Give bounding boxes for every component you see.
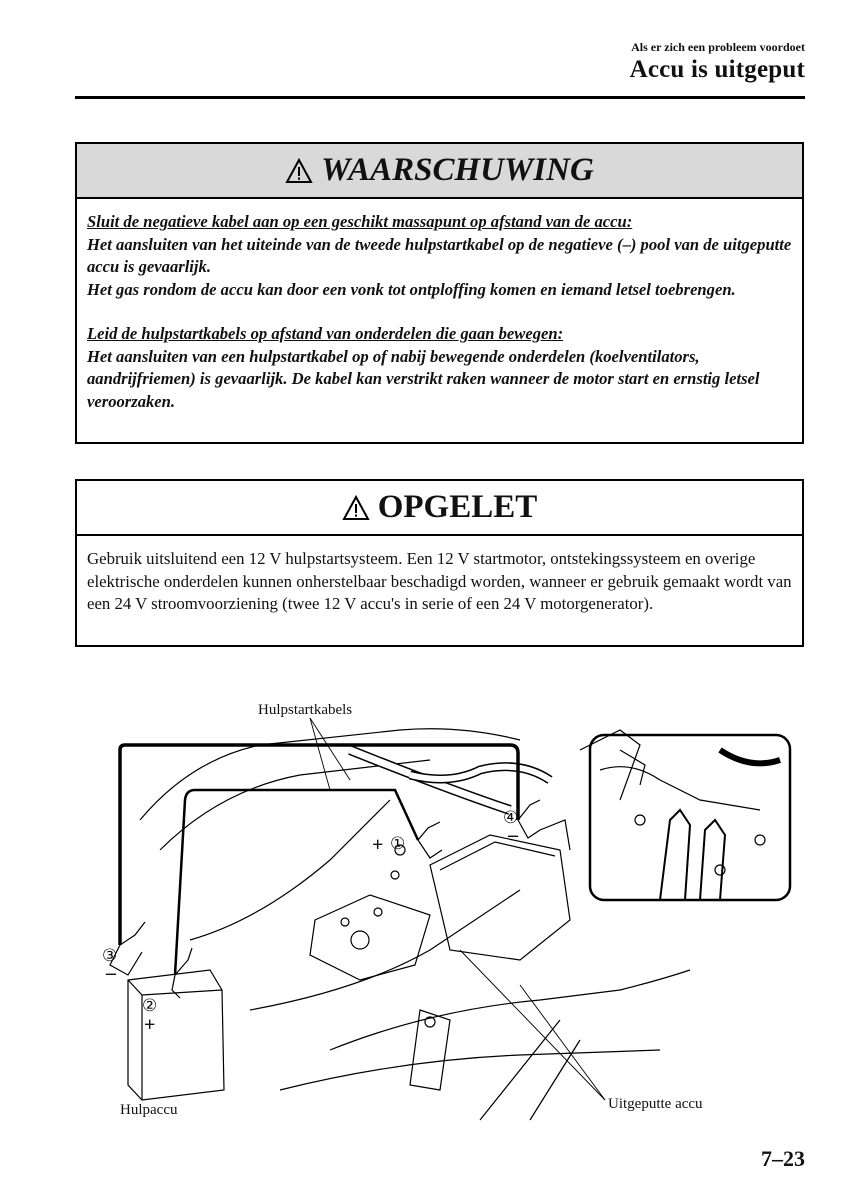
- marker-1: ①: [390, 834, 406, 853]
- page-title: Accu is uitgeput: [629, 56, 805, 83]
- warning-text-1a: Het aansluiten van het uiteinde van de tweede hulpstartkabel op de negatieve (: [87, 234, 623, 254]
- minus-sign-ground: –: [508, 824, 518, 846]
- warning-heading-2: Leid de hulpstartkabels op afstand van onderdelen die gaan bewegen:: [87, 324, 564, 343]
- warning-text-1b: ) pool van de uitgeputte accu is gevaarlijk.: [87, 234, 792, 276]
- label-jumper-cables: Hulpstartkabels: [258, 702, 353, 718]
- caution-title: OPGELET: [377, 489, 538, 525]
- label-booster-battery: Hulpaccu: [120, 1102, 178, 1118]
- warning-heading-1: Sluit de negatieve kabel aan op een geschikt massapunt op afstand van de accu:: [87, 212, 633, 231]
- marker-2: ②: [142, 996, 158, 1015]
- warning-box: [75, 142, 804, 444]
- minus-sign: –: [622, 234, 631, 254]
- minus-sign-booster: –: [106, 962, 116, 984]
- warning-triangle-icon: [285, 158, 313, 184]
- warning-body: [77, 199, 802, 413]
- warning-text-1: [87, 234, 792, 279]
- caution-header: [77, 481, 802, 536]
- plus-sign-booster: +: [144, 1014, 156, 1036]
- engine-bay-drawing: [100, 690, 800, 1130]
- warning-title: WAARSCHUWING: [321, 152, 594, 188]
- page-number: 7–23: [761, 1146, 805, 1171]
- marker-4: ④: [503, 808, 519, 827]
- caution-text: Gebruik uitsluitend een 12 V hulpstartsysteem. Een 12 V startmotor, ontstekingssysteem en overige elektrische onderdelen kunnen onherstelbaar beschadigd worden, wanneer er gebruik gemaakt wordt van een 24 V stroomvoorziening (twee 12 V accu's in serie of een 24 V motorgenerator).: [87, 549, 792, 613]
- section-header: Als er zich een probleem voordoet: [631, 40, 805, 54]
- label-dead-battery: Uitgeputte accu: [608, 1096, 703, 1112]
- caution-triangle-icon: [342, 495, 370, 521]
- header-rule: [75, 96, 805, 99]
- caution-box: [75, 479, 804, 647]
- plus-sign-dead: +: [372, 834, 384, 856]
- warning-text-3: Het aansluiten van een hulpstartkabel op of nabij bewegende onderdelen (koelventilators, aandrijfriemen) is gevaarlijk. De kabel kan verstrikt raken wanneer de motor start en ernstig letsel veroorzaken.: [87, 346, 760, 411]
- marker-3: ③: [102, 946, 118, 965]
- jump-start-illustration: [100, 690, 800, 1130]
- warning-header: [77, 144, 802, 199]
- warning-text-2: Het gas rondom de accu kan door een vonk tot ontploffing komen en iemand letsel toebrengen.: [87, 279, 736, 299]
